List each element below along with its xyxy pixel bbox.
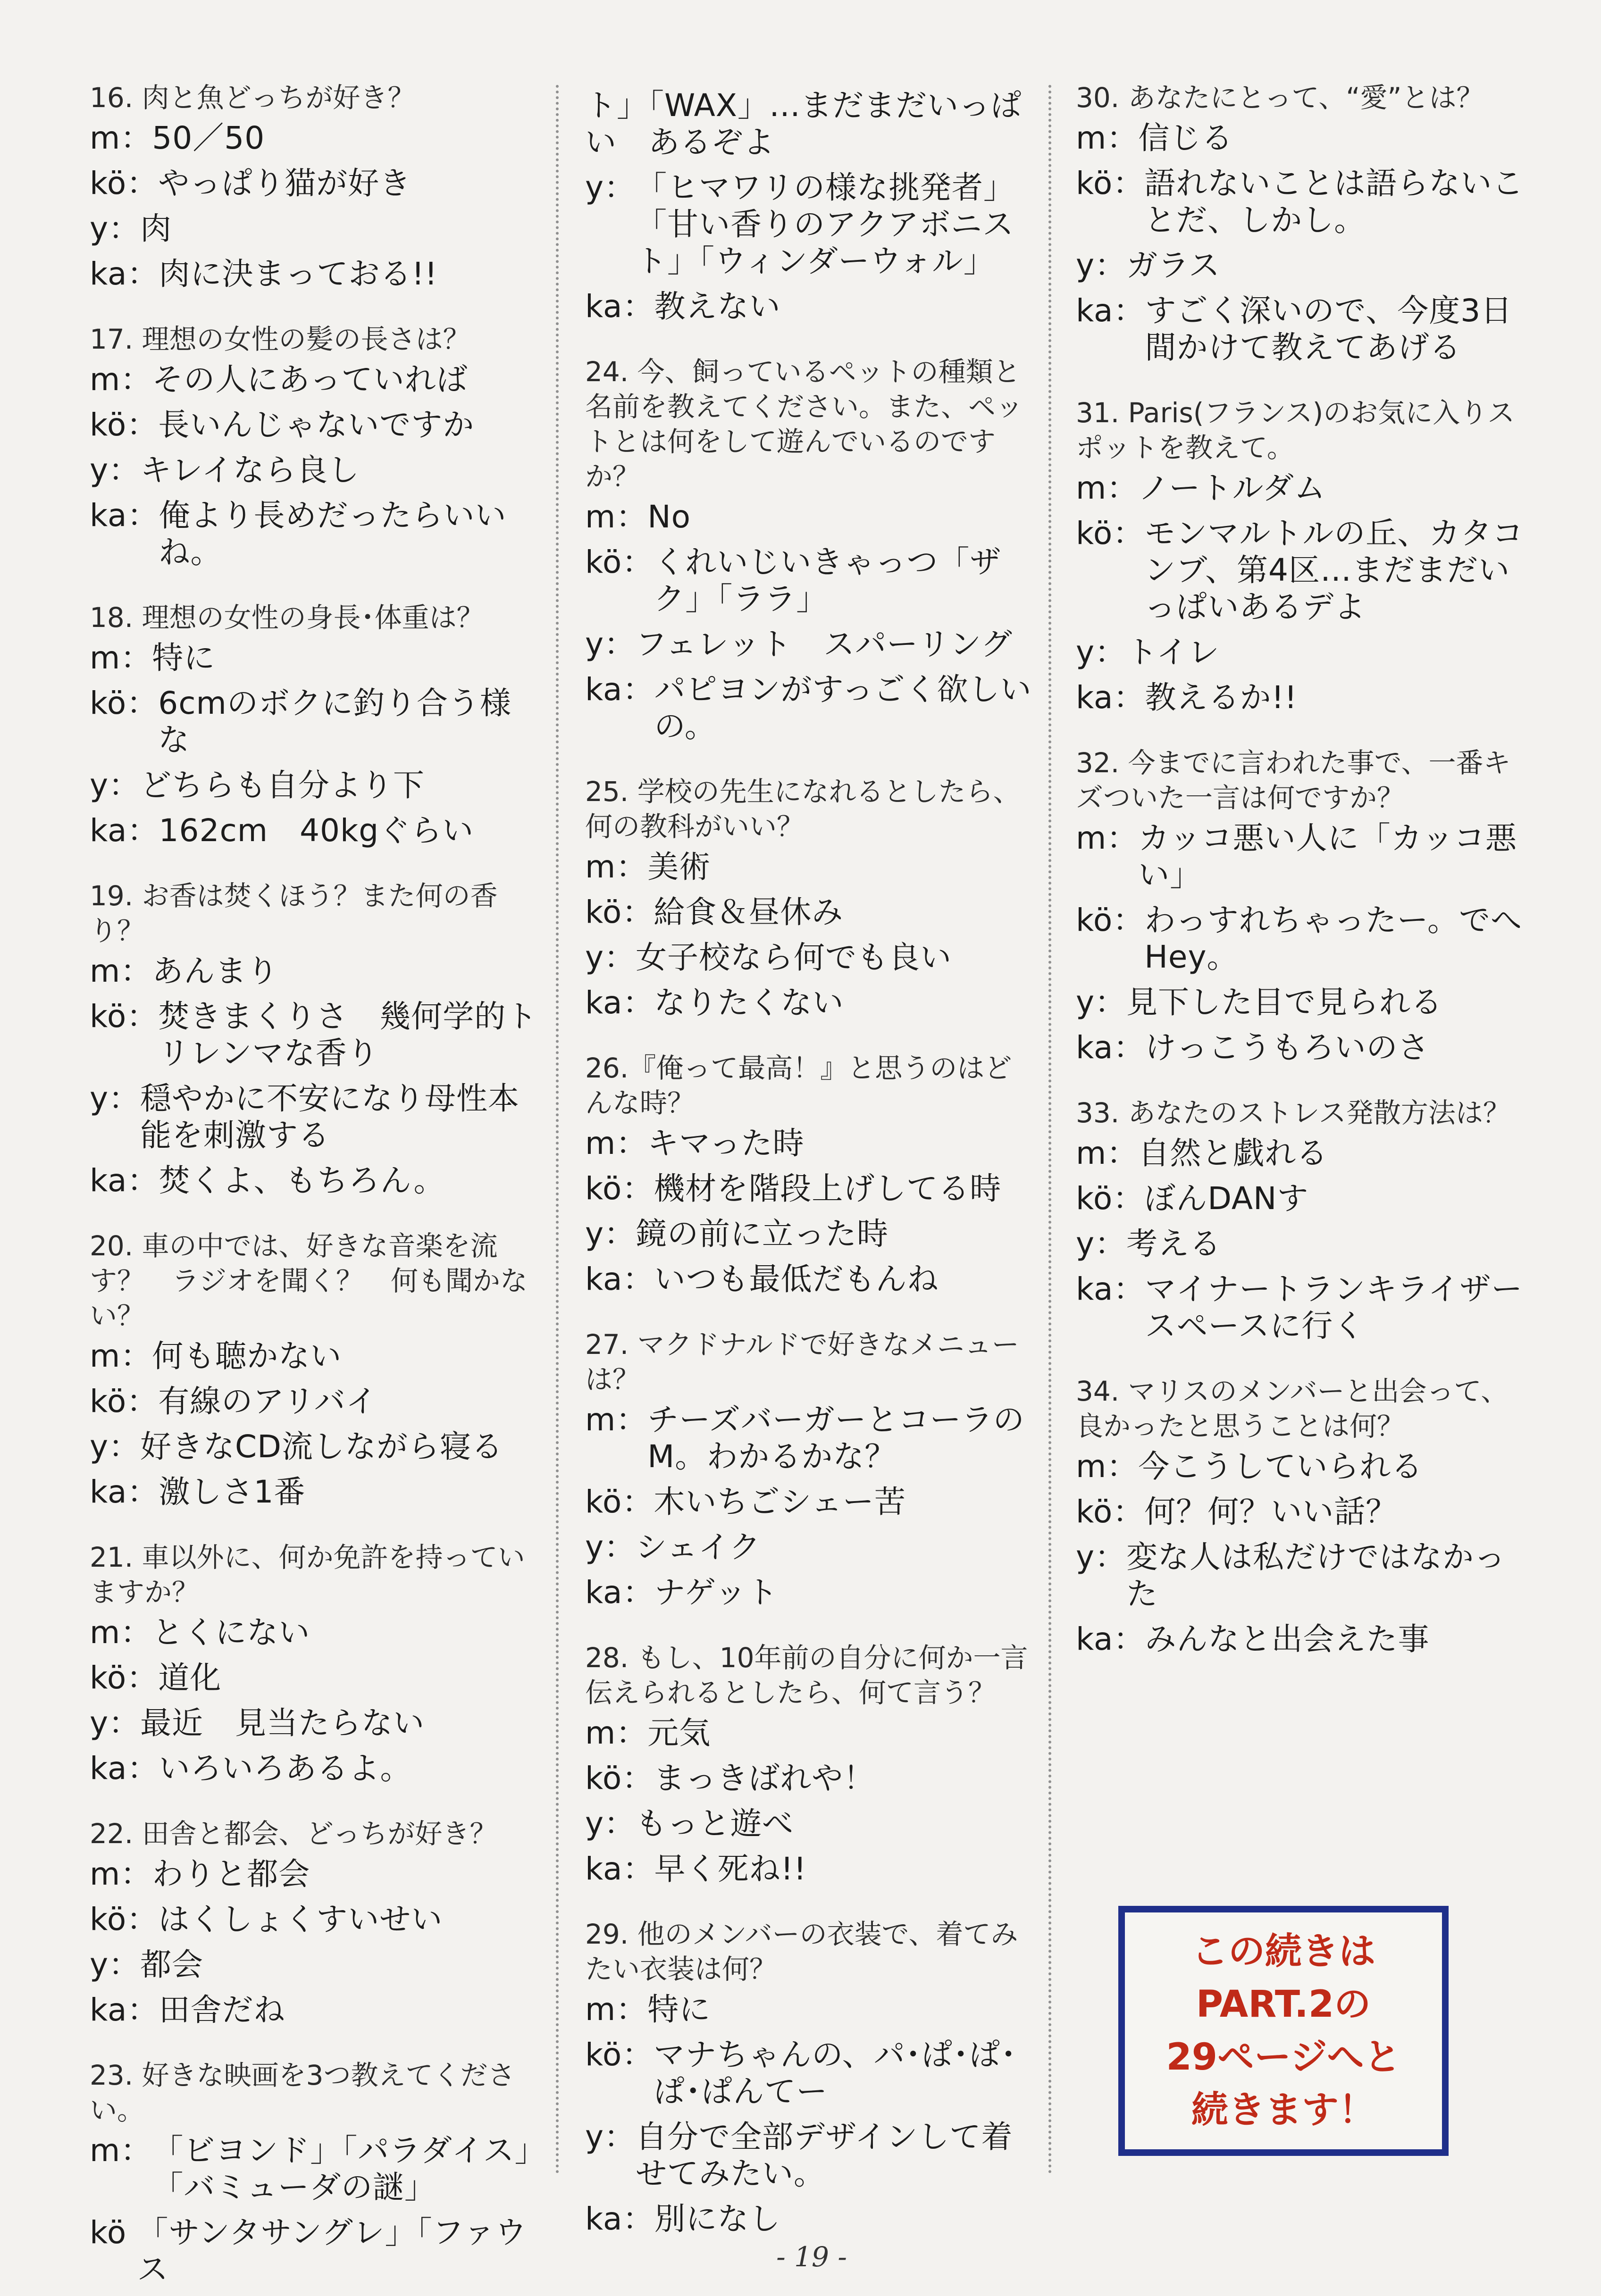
answer-line <box>585 1851 1038 1887</box>
answer-text: 語れないことは語らないことだ、しかし。 <box>1144 165 1524 238</box>
answer-text: マイナートランキライザースペースに行く <box>1145 1271 1523 1344</box>
answer-line <box>585 1402 1038 1475</box>
qa-block <box>1076 80 1529 366</box>
question: 20. 車の中では、好きな音楽を流す？ ラジオを聞く？ 何も聞かない？ <box>90 1230 528 1332</box>
question: 16. 肉と魚どっちが好き？ <box>90 82 415 114</box>
answer-speaker: ka： <box>90 497 159 534</box>
answer-line <box>1076 1539 1529 1612</box>
answer-text: 有線のアリバイ <box>158 1383 377 1419</box>
answer-line <box>585 939 1038 976</box>
answer-speaker: kö： <box>585 894 654 930</box>
answer-line <box>1076 984 1529 1021</box>
answer-line <box>585 1216 1038 1252</box>
answer-text: 信じる <box>1138 120 1233 156</box>
answer-text: マナちゃんの、パ･ぱ･ぱ･ぱ･ぱんてー <box>654 2037 1017 2110</box>
answer-text: トイレ <box>1126 634 1220 670</box>
answer-line <box>90 685 543 759</box>
qa-block <box>585 1640 1038 1887</box>
answer-line <box>1076 165 1529 239</box>
answer-text: どちらも自分より下 <box>140 767 425 803</box>
answer-line <box>585 671 1038 745</box>
question: 23. 好きな映画を3つ教えてください。 <box>90 2059 515 2126</box>
question: 28. もし、10年前の自分に何か一言伝えられるとしたら、何て言う？ <box>585 1642 1028 1709</box>
callout-line: 続きます！ <box>1191 2089 1375 2131</box>
answer-line <box>585 1805 1038 1842</box>
column-divider-2 <box>1048 85 1051 2175</box>
answer-speaker: ka： <box>585 2201 654 2237</box>
answer-line <box>585 2119 1038 2192</box>
answer-line <box>1076 1494 1529 1530</box>
answer-line <box>585 985 1038 1021</box>
answer-line <box>90 2214 543 2288</box>
answer-line <box>90 998 543 1072</box>
answer-speaker: m： <box>585 1991 648 2028</box>
answer-speaker: ka： <box>90 1992 159 2028</box>
answer-line <box>90 640 543 676</box>
question: 26.『俺って最高！』と思うのはどんな時？ <box>585 1052 1012 1119</box>
answer-speaker: m： <box>1076 1135 1139 1171</box>
answer-speaker: y： <box>1076 1539 1127 1575</box>
answer-text: 穏やかに不安になり母性本能を刺激する <box>140 1080 520 1153</box>
question: 27. マクドナルドで好きなメニューは？ <box>585 1328 1019 1395</box>
qa-block <box>90 1228 543 1511</box>
answer-line <box>90 407 543 443</box>
answer-speaker: m： <box>90 640 152 676</box>
answer-line <box>90 497 543 571</box>
question: 17. 理想の女性の髪の長さは？ <box>90 323 470 355</box>
answer-speaker: y： <box>1076 634 1127 670</box>
answer-line <box>585 169 1038 280</box>
answer-line <box>1076 120 1529 157</box>
answer-speaker: m： <box>585 849 648 885</box>
answer-speaker: ka： <box>585 288 654 325</box>
answer-speaker: ka： <box>90 1474 159 1510</box>
question: 33. あなたのストレス発散方法は？ <box>1076 1097 1510 1129</box>
answer-speaker: ka： <box>585 671 654 708</box>
answer-speaker: y： <box>585 1529 636 1565</box>
answer-text: 美術 <box>647 849 711 885</box>
answer-speaker: m： <box>90 1856 152 1892</box>
answer-text: 特に <box>647 1991 711 2028</box>
answer-line <box>90 1660 543 1696</box>
answer-line <box>90 1614 543 1651</box>
answer-speaker: ka： <box>1076 292 1145 329</box>
answer-speaker: kö： <box>1076 902 1145 938</box>
answer-text: その人にあっていれば <box>152 361 468 398</box>
answer-speaker: y： <box>90 1705 141 1741</box>
qa-block <box>585 774 1038 1021</box>
answer-speaker: m： <box>1076 820 1139 856</box>
question: 31. Paris(フランス)のお気に入りスポットを教えて。 <box>1076 397 1515 464</box>
answer-speaker: m： <box>1076 470 1139 506</box>
answer-speaker: m： <box>90 1338 152 1374</box>
answer-text: 鏡の前に立った時 <box>636 1216 889 1252</box>
answer-text: 早く死ね!! <box>654 1851 807 1887</box>
answer-line <box>90 256 543 292</box>
answer-text: パピヨンがすっごく欲しいの。 <box>654 671 1032 744</box>
answer-text: 給食＆昼休み <box>654 894 844 930</box>
qa-block <box>1076 1095 1529 1344</box>
answer-text: 自然と戯れる <box>1138 1135 1328 1171</box>
answer-speaker: y： <box>585 1216 636 1252</box>
answer-speaker: m： <box>90 953 152 989</box>
answer-line <box>90 1428 543 1465</box>
answer-line <box>585 288 1038 325</box>
answer-text: 激しさ1番 <box>159 1474 306 1510</box>
qa-block <box>1076 395 1529 716</box>
answer-line <box>1076 247 1529 284</box>
answer-speaker: kö： <box>1076 1180 1145 1217</box>
answer-text: 元気 <box>647 1715 711 1751</box>
answer-text: 都会 <box>140 1946 204 1983</box>
answer-text: フェレット スパーリング <box>636 626 1013 662</box>
answer-text: 50／50 <box>152 120 265 156</box>
answer-speaker: y： <box>585 1805 636 1842</box>
answer-line <box>90 812 543 849</box>
column-1 <box>90 0 543 2296</box>
question: 30. あなたにとって、“愛”とは？ <box>1076 82 1484 114</box>
answer-speaker: kö： <box>585 1760 654 1796</box>
answer-line <box>90 452 543 489</box>
answer-line <box>90 1383 543 1420</box>
answer-speaker: ka： <box>90 812 159 849</box>
answer-text: シェイク <box>636 1529 761 1565</box>
answer-speaker: y： <box>1076 984 1127 1020</box>
answer-speaker: kö： <box>90 998 159 1035</box>
answer-line <box>1076 1135 1529 1172</box>
answer-text: 162cm 40kgぐらい <box>159 812 474 849</box>
page-number: - 19 - <box>776 2241 847 2273</box>
answer-speaker: y： <box>585 169 636 206</box>
column-divider-1 <box>556 85 559 2175</box>
answer-line <box>1076 470 1529 507</box>
answer-text: とくにない <box>152 1614 310 1651</box>
question: 29. 他のメンバーの衣装で、着てみたい衣装は何？ <box>585 1918 1018 1985</box>
question: 25. 学校の先生になれるとしたら、何の教科がいい？ <box>585 776 1021 843</box>
qa-block <box>585 1917 1038 2238</box>
answer-text: 最近 見当たらない <box>140 1705 425 1741</box>
answer-speaker: ka： <box>1076 1621 1145 1657</box>
answer-text: 6cmのボクに釣り合う様な <box>158 685 511 758</box>
answer-speaker: ka： <box>1076 679 1145 716</box>
answer-text: 女子校なら何でも良い <box>636 939 952 976</box>
answer-text: ガラス <box>1126 247 1221 284</box>
answer-text: くれいじいきゃっつ「ザク」「ララ」 <box>654 544 1002 617</box>
answer-line <box>1076 1029 1529 1066</box>
answer-speaker: m： <box>585 1402 648 1438</box>
answer-text: やっぱり猫が好き <box>158 165 411 201</box>
answer-speaker: m： <box>90 361 152 398</box>
answer-line <box>585 1125 1038 1162</box>
answer-text: 田舎だね <box>159 1992 285 2028</box>
answer-text: すごく深いので、今度3日間かけて教えてあげる <box>1145 292 1513 366</box>
callout-line: PART.2の <box>1196 1983 1371 2026</box>
answer-speaker: kö： <box>1076 165 1145 201</box>
answer-text: 肉に決まっておる!! <box>159 256 438 292</box>
answer-line <box>90 120 543 157</box>
question: 24. 今、飼っているペットの種類と名前を教えてください。また、ペットとは何をして遊んでいるのですか？ <box>585 356 1023 493</box>
answer-line <box>90 1946 543 1983</box>
answer-text: けっこうもろいのさ <box>1145 1029 1430 1066</box>
answer-speaker: ka： <box>585 1851 654 1887</box>
answer-text: 教えない <box>654 288 781 325</box>
qa-block <box>585 354 1038 745</box>
answer-line <box>585 894 1038 931</box>
answer-speaker: kö： <box>1076 515 1145 551</box>
answer-line <box>585 87 1038 161</box>
answer-line <box>1076 634 1529 671</box>
callout-line: この続きは <box>1191 1930 1375 1973</box>
answer-text: 何？何？いい話？ <box>1144 1494 1398 1530</box>
answer-speaker: kö： <box>585 1484 654 1520</box>
answer-text: ノートルダム <box>1138 470 1326 506</box>
answer-line <box>90 1856 543 1893</box>
answer-line <box>585 1574 1038 1611</box>
answer-text: もっと遊べ <box>636 1805 794 1842</box>
answer-text: 「ヒマワリの様な挑発者」「甘い香りのアクアボニスト」「ウィンダーウォル」 <box>636 169 1015 279</box>
answer-speaker: kö： <box>585 2037 654 2073</box>
question: 18. 理想の女性の身長･体重は？ <box>90 601 484 634</box>
answer-text: いつも最低だもんね <box>654 1261 939 1297</box>
answer-speaker: m： <box>90 120 152 156</box>
answer-line <box>1076 820 1529 893</box>
answer-line <box>90 2132 543 2206</box>
answer-line <box>585 2037 1038 2110</box>
answer-speaker: m： <box>1076 1448 1139 1485</box>
callout-line: 29ページへと <box>1166 2036 1401 2079</box>
answer-line <box>1076 1448 1529 1485</box>
answer-text: はくしょくすいせい <box>158 1901 443 1937</box>
answer-text: 焚くよ、もちろん。 <box>159 1162 445 1199</box>
answer-line <box>90 767 543 804</box>
answer-text: カッコ悪い人に「カッコ悪い」 <box>1138 820 1517 893</box>
answer-text: モンマルトルの丘、カタコンブ、第4区…まだまだいっぱいあるデよ <box>1144 515 1524 625</box>
answer-line <box>90 1750 543 1787</box>
answer-speaker: m： <box>585 1125 648 1161</box>
answer-text: ト」「WAX」…まだまだいっぱい あるぞよ <box>585 87 1023 160</box>
answer-line <box>90 1080 543 1154</box>
answer-text: 木いちごシェー苦 <box>654 1484 906 1520</box>
answer-speaker: kö <box>90 2214 137 2251</box>
qa-block <box>90 1540 543 1787</box>
answer-line <box>585 2201 1038 2238</box>
answer-line <box>1076 1226 1529 1262</box>
answer-line <box>1076 1180 1529 1217</box>
answer-line <box>585 1170 1038 1207</box>
answer-speaker: y： <box>90 210 141 247</box>
answer-line <box>585 499 1038 535</box>
answer-text: 「サンタサングレ」「ファウス <box>137 2214 527 2288</box>
qa-block <box>90 878 543 1199</box>
answer-speaker: m： <box>1076 120 1139 156</box>
answer-speaker: kö： <box>1076 1494 1145 1530</box>
answer-text: 肉 <box>140 210 172 247</box>
answer-speaker: y： <box>1076 1226 1127 1262</box>
answer-text: みんなと出会えた事 <box>1145 1621 1430 1657</box>
question: 21. 車以外に、何か免許を持っていますか？ <box>90 1541 525 1608</box>
answer-text: 考える <box>1126 1226 1222 1262</box>
answer-speaker: ka： <box>1076 1029 1145 1066</box>
answer-speaker: kö： <box>90 1901 159 1937</box>
answer-speaker: kö： <box>90 685 159 721</box>
answer-speaker: y： <box>585 939 636 976</box>
answer-text: ナゲット <box>654 1574 779 1611</box>
answer-line <box>1076 515 1529 626</box>
column-2 <box>585 0 1038 2296</box>
qa-block <box>90 322 543 571</box>
answer-line <box>90 953 543 990</box>
answer-line <box>585 626 1038 663</box>
answer-line <box>585 1484 1038 1520</box>
answer-speaker: kö： <box>585 544 654 580</box>
answer-text: 変な人は私だけではなかった <box>1126 1539 1506 1612</box>
answer-speaker: y： <box>585 2119 636 2155</box>
answer-line <box>585 849 1038 885</box>
question: 22. 田舎と都会、どっちが好き？ <box>90 1818 497 1850</box>
answer-speaker: y： <box>1076 247 1127 284</box>
answer-text: 機材を階段上げしてる時 <box>654 1170 1002 1207</box>
answer-text: 俺より長めだったらいいね。 <box>159 497 507 570</box>
answer-line <box>585 1991 1038 2028</box>
answer-text: キレイなら良し <box>140 452 360 488</box>
answer-line <box>585 1529 1038 1566</box>
answer-line <box>90 1474 543 1511</box>
answer-speaker: kö： <box>90 165 159 201</box>
answer-speaker: y： <box>90 1080 141 1117</box>
answer-line <box>1076 1271 1529 1344</box>
answer-text: 焚きまくりさ 幾何学的トリレンマな香り <box>158 998 538 1071</box>
answer-line <box>1076 679 1529 716</box>
answer-text: ぼんDANす <box>1144 1180 1309 1217</box>
answer-text: あんまり <box>152 953 279 989</box>
answer-line <box>585 1715 1038 1752</box>
answer-line <box>585 1261 1038 1298</box>
answer-speaker: ka： <box>585 1574 654 1611</box>
answer-line <box>90 165 543 202</box>
answer-line <box>90 1705 543 1742</box>
qa-block <box>585 1051 1038 1298</box>
question: 19. お香は焚くほう？また何の香り？ <box>90 880 498 947</box>
answer-text: 見下した目で見られる <box>1126 984 1443 1020</box>
answer-speaker: ka： <box>90 256 159 292</box>
answer-line <box>90 1162 543 1199</box>
answer-text: まっきばれや！ <box>654 1760 875 1796</box>
answer-line <box>585 544 1038 618</box>
answer-text: チーズバーガーとコーラのM。わかるかな？ <box>647 1402 1025 1475</box>
answer-speaker: kö： <box>90 407 159 443</box>
qa-block <box>585 87 1038 325</box>
qa-block <box>585 1327 1038 1611</box>
answer-line <box>90 1901 543 1938</box>
answer-text: いろいろあるよ。 <box>159 1750 412 1787</box>
continuation-callout <box>1118 1906 1449 2156</box>
answer-text: キマった時 <box>647 1125 805 1161</box>
qa-block <box>90 600 543 849</box>
qa-block <box>90 80 543 292</box>
answer-speaker: m： <box>585 1715 648 1751</box>
answer-line <box>585 1760 1038 1797</box>
answer-text: なりたくない <box>654 985 844 1021</box>
question: 34. マリスのメンバーと出会って、良かったと思うことは何？ <box>1076 1375 1509 1442</box>
question: 32. 今までに言われた事で、一番キズついた一言は何ですか？ <box>1076 747 1511 814</box>
answer-speaker: kö： <box>585 1170 654 1207</box>
answer-speaker: ka： <box>585 985 654 1021</box>
answer-speaker: y： <box>90 767 141 803</box>
answer-speaker: m： <box>90 2132 152 2169</box>
answer-speaker: m： <box>585 499 648 535</box>
answer-speaker: kö： <box>90 1660 159 1696</box>
answer-speaker: m： <box>90 1614 152 1651</box>
answer-text: 道化 <box>158 1660 222 1696</box>
qa-block <box>1076 745 1529 1066</box>
answer-line <box>1076 902 1529 976</box>
answer-text: 教えるか!! <box>1145 679 1298 716</box>
answer-line <box>90 361 543 398</box>
answer-text: 好きなCD流しながら寝る <box>140 1428 503 1465</box>
answer-speaker: ka： <box>90 1162 159 1199</box>
answer-line <box>90 1992 543 2029</box>
answer-speaker: y： <box>90 1428 141 1465</box>
answer-text: No <box>647 499 691 535</box>
qa-block <box>90 2058 543 2288</box>
answer-speaker: y： <box>90 1946 141 1983</box>
qa-block <box>90 1816 543 2029</box>
answer-speaker: ka： <box>585 1261 654 1297</box>
answer-line <box>90 1338 543 1375</box>
answer-text: わりと都会 <box>152 1856 310 1892</box>
answer-text: 長いんじゃないですか <box>158 407 475 443</box>
answer-text: 「ビヨンド」「パラダイス」「バミューダの謎」 <box>152 2132 531 2205</box>
answer-speaker: y： <box>585 626 636 662</box>
answer-line <box>1076 1621 1529 1658</box>
answer-speaker: ka： <box>90 1750 159 1787</box>
answer-text: 何も聴かない <box>152 1338 342 1374</box>
answer-text: 特に <box>152 640 216 676</box>
answer-speaker: y： <box>90 452 141 488</box>
answer-line <box>90 210 543 247</box>
answer-speaker: kö： <box>90 1383 159 1419</box>
answer-text: 今こうしていられる <box>1138 1448 1423 1485</box>
qa-block <box>1076 1374 1529 1658</box>
answer-text: わっすれちゃったー。でへHey。 <box>1144 902 1522 975</box>
answer-text: 別になし <box>654 2201 781 2237</box>
answer-line <box>1076 292 1529 366</box>
answer-speaker: ka： <box>1076 1271 1145 1307</box>
answer-text: 自分で全部デザインして着せてみたい。 <box>636 2119 1013 2192</box>
